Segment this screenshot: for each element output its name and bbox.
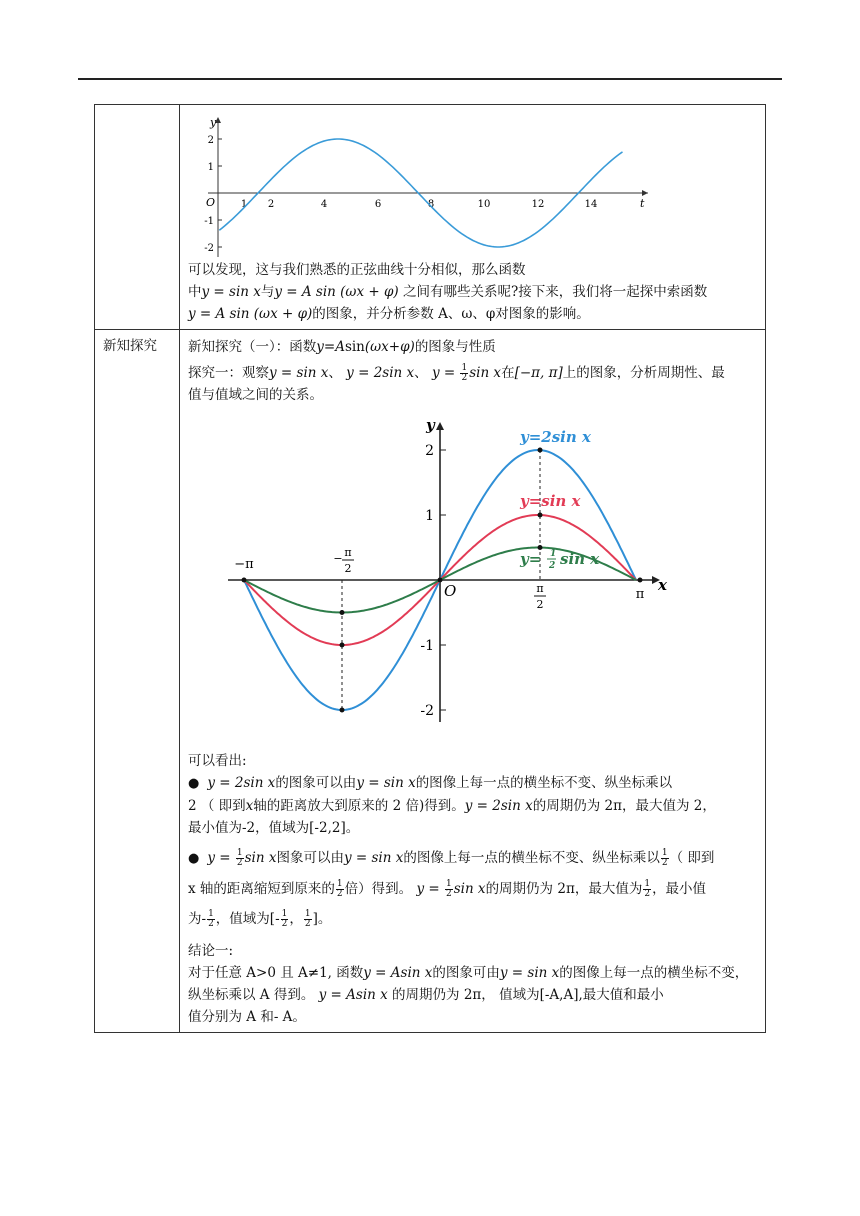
intro-cell: [180, 105, 766, 330]
x-axis-label: t: [640, 197, 645, 210]
formula: y = sin x: [269, 365, 329, 381]
text: 新知探究（一）：函数: [188, 339, 317, 355]
formula: y = sin x: [343, 850, 404, 866]
text: 倍）得到。: [344, 881, 413, 897]
fraction: $\frac{1}{2}$: [461, 363, 468, 383]
formula: y = 2sin x: [207, 775, 276, 791]
bullet-icon: ●: [188, 776, 200, 791]
formula: y = sin x: [499, 965, 560, 981]
text: 中: [188, 284, 202, 300]
formula: y = A sin (ωx + φ): [274, 284, 399, 300]
text: 的周期仍为 2π，最大值为: [485, 881, 643, 897]
text: 的图像上每一点的横坐标不: [559, 965, 722, 981]
svg-text:2: 2: [549, 561, 556, 571]
x-tick: 8: [427, 199, 435, 210]
origin-label: O: [444, 582, 457, 600]
conclusion-title: 结论一:: [188, 943, 234, 959]
text: 的图像上每一点的横坐标不变、纵坐标乘以: [403, 850, 660, 866]
text: 对于任意 A>0 且 A≠1, 函数: [188, 965, 364, 981]
text: 上的图象，分析周期性、最: [562, 365, 725, 381]
origin-label: O: [206, 196, 216, 209]
fraction: $\frac{1}{2}$: [236, 848, 243, 868]
bullet-1: [188, 772, 757, 795]
text: （ 即到: [669, 850, 715, 866]
y-tick: 2: [207, 135, 214, 146]
text: 、: [414, 365, 428, 381]
fraction: $\frac{1}{2}$: [445, 879, 452, 899]
label-sin: y=sin x: [520, 492, 581, 510]
fraction: $\frac{1}{2}$: [281, 909, 288, 929]
bullet-2-cont: [188, 874, 757, 904]
row-label: 新知探究: [95, 330, 180, 1033]
text: ，: [289, 911, 303, 927]
explore-prompt-cont: 值与值域之间的关系。: [188, 387, 323, 403]
label-half-sin: [519, 549, 600, 571]
text: 2 （ 即到: [188, 798, 246, 814]
text: 的图象与性质: [414, 339, 496, 355]
x-tick-half-pi: [534, 582, 546, 611]
bullet-icon: ●: [188, 851, 200, 866]
x-tick: 12: [531, 199, 545, 210]
x-tick: 14: [584, 199, 598, 210]
text: ，值域为[-: [215, 911, 280, 927]
conclusion-body-end: 值分别为 A 和- A。: [188, 1009, 306, 1025]
bullet-2: [188, 843, 757, 874]
formula: y = Asin x: [363, 965, 433, 981]
text: 之间有哪些关系呢?接下来，我们将一起探中索函数: [398, 284, 708, 300]
row-label-empty: [95, 105, 180, 330]
svg-text:π: π: [536, 582, 544, 595]
intro-line-1: 可以发现，这与我们熟悉的正弦曲线十分相似，那么函数: [188, 262, 526, 278]
fraction: $\frac{1}{2}$: [336, 879, 343, 899]
y-tick: 1: [425, 508, 434, 524]
text: 图象可以由: [276, 850, 344, 866]
formula: (ωx+φ): [364, 339, 415, 355]
y-tick: -1: [204, 216, 214, 227]
formula: y =: [416, 881, 444, 897]
sine-comparison-chart: [188, 412, 668, 742]
svg-text:π: π: [344, 546, 352, 559]
explore-prompt: [188, 362, 757, 384]
y-tick: -2: [204, 243, 214, 254]
intro-line-2: [188, 281, 757, 303]
periodic-wave-chart: [188, 109, 668, 259]
formula: [−π, π]: [514, 365, 563, 381]
header-rule: [78, 78, 782, 80]
x-tick-neg-half-pi: [333, 546, 354, 575]
text: 为-: [188, 911, 207, 927]
text: 与: [260, 284, 275, 300]
y-tick: 2: [425, 443, 434, 459]
explore-cell: [180, 330, 766, 1033]
formula: y =: [207, 850, 235, 866]
bullet-1-cont: [188, 795, 757, 817]
intro-line-3: [188, 303, 757, 325]
table-row: [95, 330, 766, 1033]
label-2sin: y=2sin x: [520, 428, 591, 446]
formula: y = sin x: [201, 284, 261, 300]
formula: sin x: [453, 881, 486, 897]
x-tick: 6: [374, 199, 382, 210]
x-tick: 1: [240, 199, 248, 210]
text: 变，纵坐标乘以 A 得到。: [188, 965, 749, 1003]
observation-title: 可以看出:: [188, 753, 247, 769]
text: 、: [328, 365, 342, 381]
svg-text:1: 1: [550, 549, 557, 559]
fraction: $\frac{1}{2}$: [644, 879, 651, 899]
text: sin: [344, 339, 365, 355]
text: 的图象可以由: [275, 775, 357, 791]
svg-text:y=: y=: [520, 550, 542, 568]
text: 探究一：观察: [188, 365, 269, 381]
text: 轴的距离放大到原来的 2 倍)得到。: [253, 798, 465, 814]
x-tick: 2: [267, 199, 275, 210]
formula: sin x: [469, 365, 502, 381]
y-tick: -1: [420, 638, 434, 654]
svg-text:−: −: [333, 552, 343, 565]
x-tick: 10: [477, 199, 491, 210]
text: ]。: [312, 911, 332, 927]
formula: y =: [431, 365, 460, 381]
x-axis-label: x: [658, 576, 667, 594]
formula: y = Asin x: [318, 987, 388, 1003]
fraction: $\frac{1}{2}$: [661, 848, 668, 868]
x-tick: −π: [234, 557, 254, 572]
formula: y = 2sin x: [464, 798, 533, 814]
text: 的图像上每一点的横坐标不变、纵坐标乘以: [415, 775, 673, 791]
y-tick: 1: [207, 162, 214, 173]
section-title: [188, 336, 757, 358]
x-tick: 4: [320, 199, 328, 210]
svg-text:2: 2: [536, 598, 544, 611]
y-tick: -2: [420, 703, 434, 719]
fraction: $\frac{1}{2}$: [304, 909, 311, 929]
conclusion-body: [188, 962, 757, 1006]
x-tick: π: [635, 587, 645, 602]
table-row: [95, 105, 766, 330]
formula: y = A sin (ωx + φ): [188, 306, 313, 322]
text: 在: [501, 365, 515, 381]
formula: sin x: [244, 850, 277, 866]
lesson-table: [94, 104, 766, 1033]
text: ，最小值: [652, 881, 707, 897]
formula: y = 2sin x: [346, 365, 415, 381]
formula: x: [245, 798, 254, 814]
text: 的周期仍为 2π， 值域为[-A,A],最大值和最小: [387, 987, 664, 1003]
fraction: $\frac{1}{2}$: [208, 909, 214, 929]
y-axis-label: y: [426, 416, 435, 434]
text: 的图象，并分析参数 A、ω、φ对图象的影响。: [312, 306, 590, 322]
formula: y = sin x: [356, 775, 416, 791]
text: x 轴的距离缩短到原来的: [188, 881, 335, 897]
svg-text:2: 2: [344, 562, 352, 575]
formula: y=A: [316, 339, 345, 355]
text: 的周期仍为 2π，最大值为 2，: [532, 798, 716, 814]
y-axis-label: y: [210, 116, 217, 129]
bullet-1-cont2: 最小值为-2，值域为[-2,2]。: [188, 820, 360, 836]
svg-text:sin x: sin x: [560, 550, 600, 568]
bullet-2-cont2: [188, 904, 757, 934]
text: 的图象可由: [432, 965, 500, 981]
